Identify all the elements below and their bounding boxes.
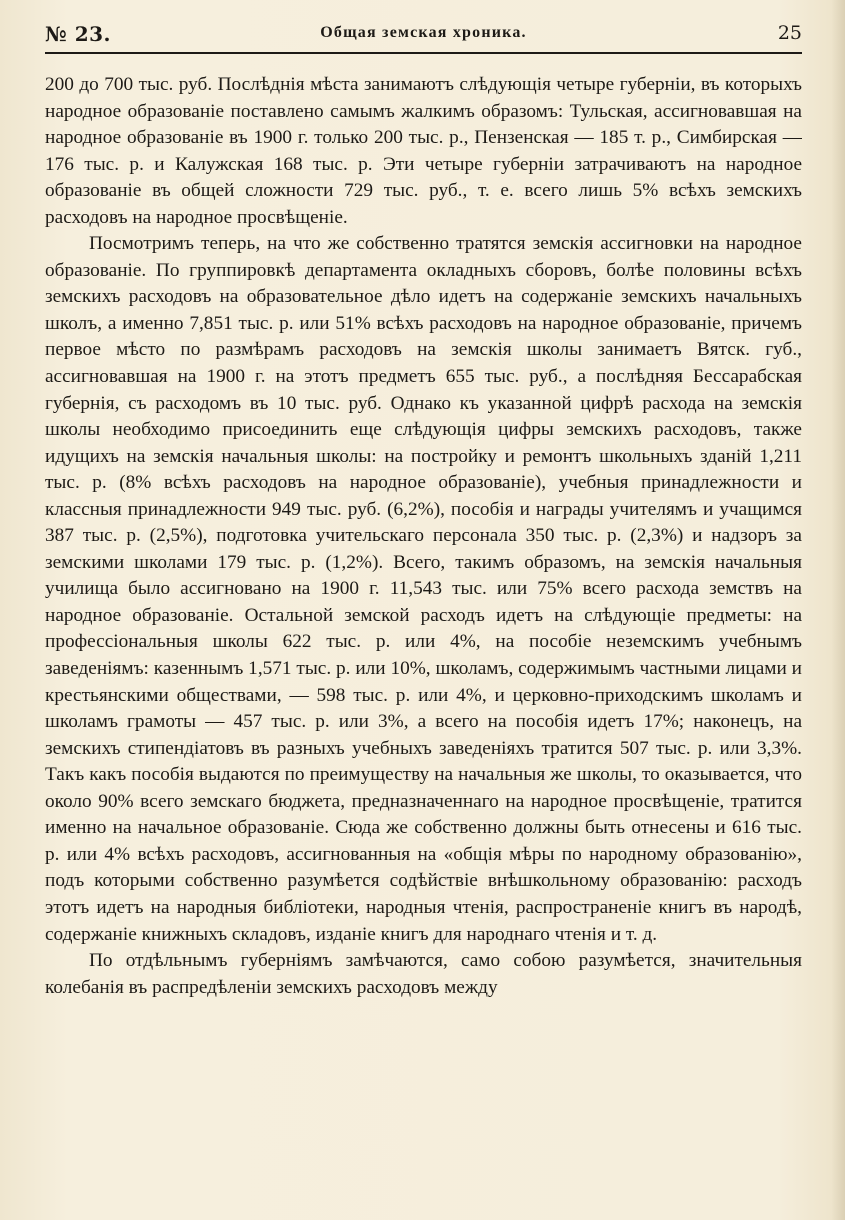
page-number: 25 xyxy=(777,22,802,44)
paragraph-3: По отдѣльнымъ губерніямъ замѣчаются, само собою разумѣется, значительныя колебанія въ распредѣленіи земскихъ расходовъ между xyxy=(45,950,802,998)
header-rule xyxy=(45,52,802,54)
paragraph-1: 200 до 700 тыс. руб. Послѣднія мѣста занимаютъ слѣдующія четыре губерніи, въ которыхъ народное образованіе поставлено самымъ жалкимъ образомъ: Тульская, ассигновавшая на народное образованіе въ 1900 г. только 200 тыс. р., Пензенская — 185 т. р., Симбирская — 176 тыс. р. и Калужская 168 тыс. р. Эти четыре губерніи затрачиваютъ на народное образованіе въ общей сложности 729 тыс. руб., т. е. всего лишь 5% всѣхъ земскихъ расходовъ на народное просвѣщеніе. xyxy=(45,74,802,228)
page-edge-shadow xyxy=(831,0,845,1220)
article-body xyxy=(45,72,802,1212)
paragraph-2: Посмотримъ теперь, на что же собственно тратятся земскія ассигновки на народное образованіе. По группировкѣ департамента окладныхъ сборовъ, болѣе половины всѣхъ земскихъ расходовъ на образовательное дѣло идетъ на содержаніе земскихъ начальныхъ школъ, а именно 7,851 тыс. р. или 51% всѣхъ расходовъ на народное образованіе, причемъ первое мѣсто по размѣрамъ расходовъ на земскія школы занимаетъ Вятск. губ., ассигновавшая на 1900 г. на этотъ предметъ 655 тыс. руб., а послѣдняя Бессарабская губернія, съ расходомъ въ 10 тыс. руб. Однако къ указанной цифрѣ расхода на земскія школы необходимо присоединить еще слѣдующія цифры земскихъ расходовъ, также идущихъ на земскія начальныя школы: на постройку и ремонтъ школьныхъ зданій 1,211 тыс. р. (8% всѣхъ расходовъ на народное образованіе), учебныя принадлежности и классныя принадлежности 949 тыс. руб. (6,2%), пособія и награды учителямъ и учащимся 387 тыс. р. (2,5%), подготовка учительскаго персонала 350 тыс. р. (2,3%) и надзоръ за земскими школами 179 тыс. р. (1,2%). Всего, такимъ образомъ, на земскія начальныя училища было ассигновано на 1900 г. 11,543 тыс. или 75% всего расхода земствъ на народное образованіе. Остальной земской расходъ идетъ на слѣдующіе предметы: на профессіональныя школы 622 тыс. р. или 4%, на пособіе неземскимъ учебнымъ заведеніямъ: казеннымъ 1,571 тыс. р. или 10%, школамъ, содержимымъ частными лицами и крестьянскими обществами, — 598 тыс. р. или 4%, и церковно-приходскимъ школамъ и школамъ грамоты — 457 тыс. р. или 3%, а всего на пособія идетъ 17%; наконецъ, на земскихъ стипендіатовъ въ разныхъ учебныхъ заведеніяхъ тратится 507 тыс. р. или 3,3%. Такъ какъ пособія выдаются по преимуществу на начальныя же школы, то оказывается, что около 90% всего земскаго бюджета, предназначеннаго на народное просвѣщеніе, тратится именно на начальное образованіе. Сюда же собственно должны быть отнесены и 616 тыс. р. или 4% всѣхъ расходовъ, ассигнованныя на «общія мѣры по народному образованію», подъ которыми собственно разумѣется содѣйствіе внѣшкольному образованію: расходъ этотъ идетъ на народныя библіотеки, народныя чтенія, распространеніе книгъ въ народѣ, содержаніе книжныхъ складовъ, изданіе книгъ для народнаго чтенія и т. д. xyxy=(45,233,802,945)
running-header xyxy=(45,22,802,50)
issue-number: № 23. xyxy=(45,22,111,46)
running-title: Общая земская хроника. xyxy=(320,24,527,41)
